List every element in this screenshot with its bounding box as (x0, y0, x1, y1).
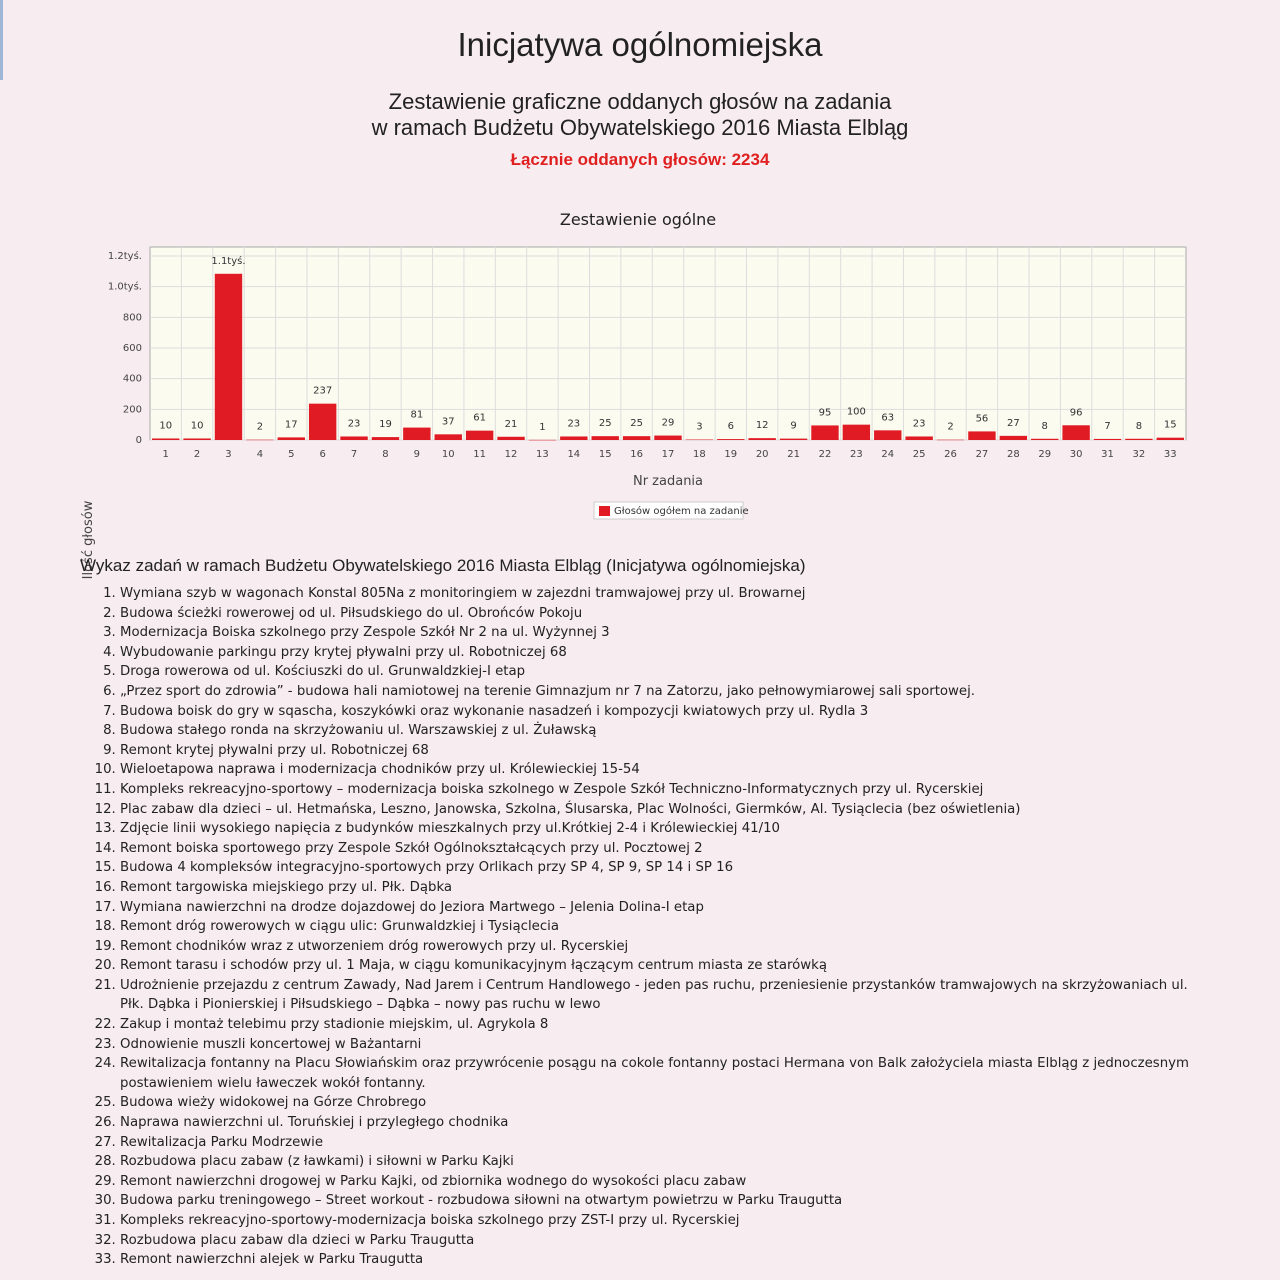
bar[interactable] (874, 430, 901, 440)
task-list-item: 9. Remont krytej pływalni przy ul. Robotniczej 68 (120, 741, 1200, 761)
task-list-item: 1. Wymiana szyb w wagonach Konstal 805Na z monitoringiem w zajezdni tramwajowej przy ul. Browarnej (120, 584, 1200, 604)
bar-value-label: 23 (567, 418, 581, 430)
bar[interactable] (1031, 439, 1058, 440)
x-tick-label: 1 (162, 449, 169, 460)
page-subtitle (0, 89, 1280, 141)
bar[interactable] (435, 434, 462, 440)
bar[interactable] (748, 438, 775, 440)
x-tick-label: 31 (1101, 449, 1114, 460)
task-list-item: 15. Budowa 4 kompleksów integracyjno-sportowych przy Orlikach przy SP 4, SP 9, SP 14 i SP 16 (120, 858, 1200, 878)
bar[interactable] (592, 436, 619, 440)
bar[interactable] (1125, 439, 1152, 440)
legend-swatch (599, 506, 610, 516)
bar[interactable] (215, 274, 242, 440)
x-tick-label: 5 (288, 449, 295, 460)
task-list-item: 17. Wymiana nawierzchni na drodze dojazdowej do Jeziora Martwego – Jelenia Dolina-I etap (120, 898, 1200, 918)
bar-value-label: 237 (313, 385, 333, 397)
x-tick-label: 23 (849, 449, 863, 460)
bar[interactable] (1062, 425, 1089, 440)
bar[interactable] (560, 436, 587, 440)
bar[interactable] (1094, 439, 1121, 440)
task-list-item: 10. Wieloetapowa naprawa i modernizacja chodników przy ul. Królewieckiej 15-54 (120, 760, 1200, 780)
bar-value-label: 63 (881, 412, 895, 424)
task-list-item: 31. Kompleks rekreacyjno-sportowy-modernizacja boiska szkolnego przy ZST-I przy ul. Rycerskiej (120, 1211, 1200, 1231)
subtitle-line-1: Zestawienie graficzne oddanych głosów na zadania (388, 89, 892, 114)
bar[interactable] (497, 437, 524, 440)
bar-value-label: 12 (755, 420, 769, 432)
x-tick-label: 14 (567, 449, 581, 460)
task-list-item: 13. Zdjęcie linii wysokiego napięcia z budynków mieszkalnych przy ul.Krótkiej 2-4 i Królewieckiej 41/10 (120, 819, 1200, 839)
x-tick-label: 13 (536, 449, 549, 460)
bar-value-label: 8 (1041, 420, 1048, 432)
task-list-item: 33. Remont nawierzchni alejek w Parku Traugutta (120, 1250, 1200, 1270)
bar[interactable] (246, 440, 273, 441)
bar[interactable] (183, 438, 210, 440)
x-tick-label: 33 (1163, 449, 1177, 460)
x-tick-label: 7 (350, 449, 358, 460)
x-tick-label: 6 (319, 449, 326, 460)
x-tick-label: 11 (473, 449, 487, 460)
bar[interactable] (529, 440, 556, 441)
task-list-item: 25. Budowa wieży widokowej na Górze Chrobrego (120, 1093, 1200, 1113)
bar-value-label: 15 (1163, 419, 1177, 431)
bar[interactable] (403, 428, 430, 440)
bar-value-label: 81 (410, 409, 424, 421)
bar-value-label: 100 (846, 406, 866, 418)
subtitle-line-2: w ramach Budżetu Obywatelskiego 2016 Miasta Elbląg (371, 115, 909, 140)
x-tick-label: 27 (975, 449, 989, 460)
x-tick-label: 25 (912, 449, 926, 460)
task-list-heading: Wykaz zadań w ramach Budżetu Obywatelskiego 2016 Miasta Elbląg (Inicjatywa ogólnomiejska) (80, 556, 806, 575)
task-list-item: 23. Odnowienie muszli koncertowej w Bażantarni (120, 1035, 1200, 1055)
bar-value-label: 96 (1069, 407, 1083, 419)
bar[interactable] (937, 440, 964, 441)
bar-value-label: 1.1tyś. (211, 255, 246, 267)
y-tick-label: 1.0tyś. (107, 281, 142, 293)
x-tick-label: 15 (598, 449, 612, 460)
bar-value-label: 19 (379, 419, 392, 431)
x-tick-label: 10 (441, 449, 455, 460)
bar-value-label: 2 (947, 421, 954, 433)
task-list-item: 2. Budowa ścieżki rowerowej od ul. Piłsudskiego do ul. Obrońców Pokoju (120, 604, 1200, 624)
bar-value-label: 1 (539, 421, 546, 433)
bar-value-label: 10 (159, 420, 173, 432)
task-list-item: 22. Zakup i montaż telebimu przy stadionie miejskim, ul. Agrykola 8 (120, 1015, 1200, 1035)
x-tick-label: 21 (787, 449, 800, 460)
bar[interactable] (717, 439, 744, 440)
x-tick-label: 19 (724, 449, 738, 460)
task-list-item: 21. Udrożnienie przejazdu z centrum Zawady, Nad Jarem i Centrum Handlowego - jeden pas ruchu, przeniesienie przystanków tramwajowych na skrzyżowaniach ul. Płk. Dąbka i Pionierskiej i Piłsudskiego – Dąbka – nowy pas ruchu w lewo (120, 976, 1200, 1015)
bar[interactable] (654, 436, 681, 440)
task-list-item: 5. Droga rowerowa od ul. Kościuszki do ul. Grunwaldzkiej-I etap (120, 662, 1200, 682)
bar-value-label: 10 (190, 420, 204, 432)
bar-value-label: 6 (727, 421, 734, 433)
x-tick-label: 29 (1038, 449, 1052, 460)
bar-value-label: 8 (1135, 420, 1143, 432)
task-list-item: 20. Remont tarasu i schodów przy ul. 1 Maja, w ciągu komunikacyjnym łączącym centrum miasta ze starówką (120, 956, 1200, 976)
x-axis-ticks (163, 449, 1177, 460)
bar[interactable] (1000, 436, 1027, 440)
x-tick-label: 26 (944, 449, 957, 460)
x-tick-label: 28 (1006, 449, 1020, 460)
bar-value-label: 25 (630, 418, 643, 430)
y-tick-label: 1.2tyś. (107, 251, 142, 262)
task-list-item: 3. Modernizacja Boiska szkolnego przy Zespole Szkół Nr 2 na ul. Wyżynnej 3 (120, 623, 1200, 643)
task-list-item: 4. Wybudowanie parkingu przy krytej pływalni przy ul. Robotniczej 68 (120, 643, 1200, 663)
x-tick-label: 8 (382, 449, 389, 460)
bar-value-label: 9 (790, 420, 797, 432)
bar-value-label: 17 (284, 419, 298, 431)
x-tick-label: 22 (818, 449, 832, 460)
task-list-item: 11. Kompleks rekreacyjno-sportowy – modernizacja boiska szkolnego w Zespole Szkół Techniczno-Informatycznych przy ul. Rycerskiej (120, 780, 1200, 800)
total-votes: Łącznie oddanych głosów: 2234 (510, 150, 770, 169)
y-axis-label: Ilość głosów (81, 500, 96, 580)
bar-value-label: 23 (347, 418, 361, 430)
bar-value-label: 3 (696, 421, 703, 433)
task-list-item: 30. Budowa parku treningowego – Street workout - rozbudowa siłowni na otwartym powietrzu w Parku Traugutta (120, 1191, 1200, 1211)
task-list-item: 19. Remont chodników wraz z utworzeniem dróg rowerowych przy ul. Rycerskiej (120, 937, 1200, 957)
bar-value-label: 7 (1104, 420, 1111, 432)
bar-value-label: 25 (598, 418, 612, 430)
bar[interactable] (843, 425, 870, 440)
bar-value-label: 56 (975, 413, 989, 425)
task-list-item: 8. Budowa stałego ronda na skrzyżowaniu ul. Warszawskiej z ul. Żuławską (120, 721, 1200, 741)
y-tick-label: 600 (122, 343, 142, 354)
y-tick-label: 200 (122, 404, 142, 416)
task-list-item: 32. Rozbudowa placu zabaw dla dzieci w Parku Traugutta (120, 1231, 1200, 1251)
x-tick-label: 3 (225, 449, 232, 460)
x-tick-label: 9 (413, 449, 421, 460)
bar[interactable] (340, 436, 367, 440)
bar[interactable] (905, 436, 932, 440)
y-axis-ticks (108, 250, 142, 446)
bar-value-label: 21 (504, 418, 518, 430)
x-tick-label: 12 (504, 449, 518, 460)
task-list-item: 16. Remont targowiska miejskiego przy ul. Płk. Dąbka (120, 878, 1200, 898)
task-list-item: 27. Rewitalizacja Parku Modrzewie (120, 1133, 1200, 1153)
task-list-item: 29. Remont nawierzchni drogowej w Parku Kajki, od zbiornika wodnego do wysokości placu zabaw (120, 1172, 1200, 1192)
y-tick-label: 800 (122, 312, 142, 324)
bar-value-label: 61 (473, 412, 487, 424)
chart-title: Zestawienie ogólne (559, 210, 717, 229)
bar-value-label: 37 (441, 416, 455, 428)
task-list-item: 7. Budowa boisk do gry w sqascha, koszykówki oraz wykonanie nasadzeń i kompozycji kwiatowych przy ul. Rydla 3 (120, 702, 1200, 722)
bar-value-label: 23 (912, 418, 926, 430)
x-tick-label: 18 (693, 449, 706, 460)
bar[interactable] (780, 439, 807, 440)
bar-value-label: 27 (1006, 417, 1020, 429)
y-tick-label: 0 (135, 435, 142, 446)
y-tick-label: 400 (122, 373, 142, 385)
plot-area (150, 247, 1186, 440)
bar[interactable] (686, 440, 713, 441)
task-list-item: 6. „Przez sport do zdrowia” - budowa hali namiotowej na terenie Gimnazjum nr 7 na Zatorzu, jako pełnowymiarowej sali sportowej. (120, 682, 1200, 702)
bar[interactable] (466, 431, 493, 440)
task-list-item: 24. Rewitalizacja fontanny na Placu Słowiańskim oraz przywrócenie posągu na cokole fontanny postaci Hermana von Balk założyciela miasta Elbląg z jednoczesnym postawieniem wielu ławeczek wokół fontanny. (120, 1054, 1200, 1093)
bar[interactable] (1157, 438, 1184, 440)
bar[interactable] (811, 425, 838, 440)
x-tick-label: 2 (193, 449, 201, 460)
x-tick-label: 4 (256, 449, 264, 460)
x-tick-label: 17 (661, 449, 675, 460)
bar[interactable] (372, 437, 399, 440)
x-tick-label: 30 (1069, 449, 1083, 460)
x-tick-label: 32 (1132, 449, 1146, 460)
chart-legend[interactable] (594, 502, 749, 519)
legend-label: Głosów ogółem na zadanie (614, 506, 749, 517)
task-list-item: 18. Remont dróg rowerowych w ciągu ulic: Grunwaldzkiej i Tysiąclecia (120, 917, 1200, 937)
bar[interactable] (278, 437, 305, 440)
bar-value-label: 29 (661, 417, 675, 429)
bar[interactable] (152, 438, 179, 440)
page-title: Inicjatywa ogólnomiejska (457, 26, 823, 63)
task-list-item: 12. Plac zabaw dla dzieci – ul. Hetmańska, Leszno, Janowska, Szkolna, Ślusarska, Plac Wolności, Giermków, Al. Tysiąclecia (bez oświetlenia) (120, 800, 1200, 820)
x-axis-label: Nr zadania (632, 474, 704, 489)
bar-value-label: 2 (256, 421, 264, 433)
x-tick-label: 24 (881, 449, 895, 460)
task-list-item: 14. Remont boiska sportowego przy Zespole Szkół Ogólnokształcących przy ul. Pocztowej 2 (120, 839, 1200, 859)
x-tick-label: 16 (630, 449, 643, 460)
x-tick-label: 20 (755, 449, 769, 460)
bar[interactable] (623, 436, 650, 440)
task-list-item: 28. Rozbudowa placu zabaw (z ławkami) i siłowni w Parku Kajki (120, 1152, 1200, 1172)
bar[interactable] (309, 404, 336, 440)
bar[interactable] (968, 431, 995, 440)
bar-value-label: 95 (818, 407, 832, 419)
task-list-item: 26. Naprawa nawierzchni ul. Toruńskiej i przyległego chodnika (120, 1113, 1200, 1133)
task-list (60, 584, 1200, 1270)
